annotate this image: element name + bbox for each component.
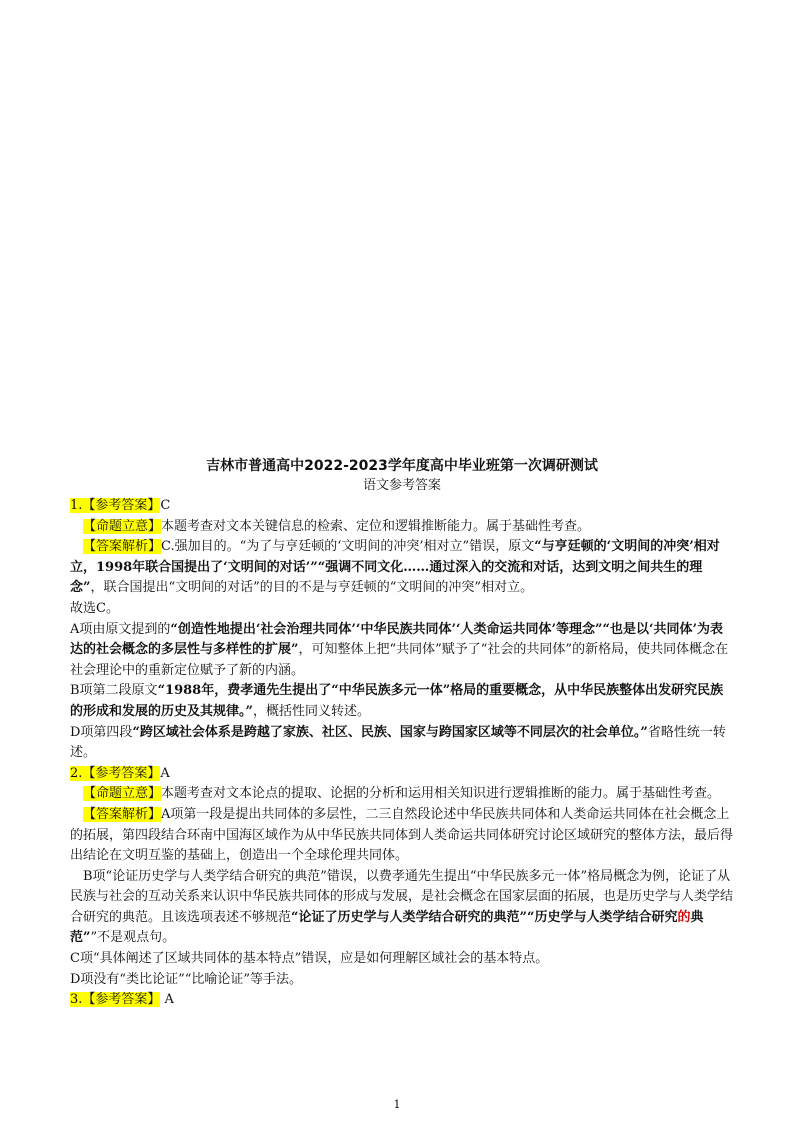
q1-item-b [70,681,734,722]
q2-answer-line [70,764,734,785]
q2-analysis-line [70,805,734,867]
q1-item-d-quote: “跨区域社会体系是跨越了家族、社区、民族、国家与跨国家区域等不同层次的社会单位。” [132,724,648,740]
page-number: 1 [393,1098,401,1111]
q2-analysis: A项第一段是提出共同体的多层性，二三自然段论述中华民族共同体和人类命运共同体在社会概念上的拓展，第四段结合环南中国海区域作为从中华民族共同体到人类命运共同体研究讨论区域研究的整体方法，最后得出结论在文明互鉴的基础上，创造出一个全球伦理共同体。 [70,806,734,864]
q2-answer-tag: 2.【参考答案】 [70,765,161,781]
q2-item-b-red: 的 [677,909,691,925]
q1-analysis-a: C.强加目的。“为了与亨廷顿的‘文明间的冲突’相对立”错误，原文 [161,539,535,555]
q1-answer: C [160,498,171,513]
document-title: 吉林市普通高中2022-2023学年度高中毕业班第一次调研测试 [206,458,598,474]
q1-answer-tag: 1.【参考答案】 [70,498,161,513]
q2-item-b-rest: ”不是观点句。 [90,930,176,946]
q1-analysis-tag: 【答案解析】 [83,539,162,555]
q1-item-b-lead: B项第二段原文 [70,683,158,699]
q1-analysis-quote: “与亨廷顿的‘文明间的冲突’相对立，1998年联合国提出了‘文明间的对话’”“强调不同文化……通过深入的交流和对话，达到文明之间共生的理念” [70,539,720,596]
q1-analysis-line [70,537,734,599]
q1-item-b-rest: ，概括性同义转述。 [252,703,370,719]
q1-item-a-quote: “创造性地提出‘社会治理共同体’‘中华民族共同体’‘人类命运共同体’等理念”“也是以‘共同体’为表达的社会概念的多层性与多样性的扩展” [70,621,724,658]
q2-item-b-quote-end: 典范” [70,909,704,946]
q1-analysis-c: ，联合国提出“文明间的对话”的目的不是与亨廷顿的“文明间的冲突”相对立。 [90,580,534,596]
q1-intent: 本题考查对文本关键信息的检索、定位和逻辑推断能力。属于基础性考查。 [161,518,591,534]
q2-item-b-lead: B项“论证历史学与人类学结合研究的典范”错误，以费孝通先生提出“中华民族多元一体”格局概念为例，论证了从民族与社会的互动关系来认识中华民族共同体的形成与发展，是社会概念在国家层面的拓展，也是历史学与人类学结合研究的典范。且该选项表述不够规范 [70,868,734,925]
q1-item-d [70,723,734,764]
q2-analysis-tag: 【答案解析】 [83,806,162,822]
q3-answer: A [160,992,174,1008]
q1-intent-line [70,517,734,538]
q2-item-c: C项“具体阐述了区域共同体的基本特点”错误，应是如何理解区域社会的基本特点。 [70,951,549,967]
q1-item-d-rest: 省略性统一转述。 [70,724,726,761]
q1-item-d-lead: D项第四段 [70,724,133,740]
q2-intent: 本题考查对文本论点的提取、论据的分析和运用相关知识进行逻辑推断的能力。属于基础性考查。 [161,786,721,802]
q1-conclusion: 故选C。 [70,600,119,616]
answer-key-body [70,456,734,1011]
q2-item-b-quote: “论证了历史学与人类学结合研究的典范”“历史学与人类学结合研究 [291,909,678,925]
q1-answer-line [70,496,734,517]
q2-answer: A [160,765,170,781]
document-subtitle: 语文参考答案 [362,478,441,493]
q2-intent-tag: 【命题立意】 [83,786,162,802]
q1-item-a-rest: ，可知整体上把“共同体”赋予了“社会的共同体”的新格局，使共同体概念在社会理论中的重新定位赋予了新的内涵。 [70,642,729,678]
q2-intent-line [70,784,734,805]
q3-answer-line [70,990,734,1011]
q1-intent-tag: 【命题立意】 [83,518,162,534]
q1-item-a-lead: A项由原文提到的 [70,621,171,637]
q2-item-d: D项没有“类比论证”“比喻论证”等手法。 [70,971,303,987]
q3-answer-tag: 3.【参考答案】 [70,992,161,1008]
q1-item-a [70,620,734,682]
q2-item-b [70,867,734,949]
q1-item-b-quote: “1988年，费孝通先生提出了“中华民族多元一体”格局的重要概念，从中华民族整体出发研究民族的形成和发展的历史及其规律。” [70,683,724,719]
